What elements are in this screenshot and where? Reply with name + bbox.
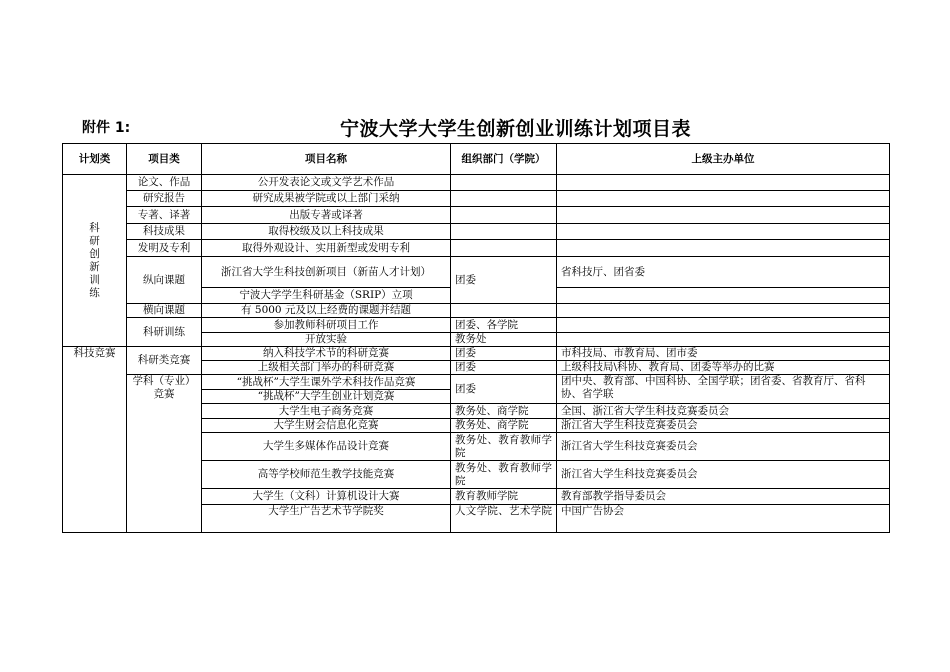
section-research <box>63 175 127 347</box>
section-research-char: 新 <box>89 260 100 273</box>
project-name-cell: 参加教师科研项目工作 <box>202 318 451 333</box>
section-competition: 科技竞赛 <box>63 347 127 533</box>
unit-cell <box>557 318 890 333</box>
org-cell: 团委 <box>451 361 557 375</box>
org-cell: 团委 <box>451 347 557 361</box>
table-row <box>63 257 890 288</box>
org-cell: 人文学院、艺术学院 <box>451 505 557 533</box>
project-name-cell: 高等学校师范生教学技能竞赛 <box>202 461 451 489</box>
project-name-cell: “挑战杯”大学生创业计划竞赛 <box>202 390 451 404</box>
project-name-cell: 出版专著或译著 <box>202 207 451 224</box>
project-name-cell: 大学生广告艺术节学院奖 <box>202 505 451 533</box>
project-table <box>62 143 890 533</box>
org-cell: 团委、各学院 <box>451 318 557 333</box>
table-row <box>63 318 890 333</box>
project-name-cell: 纳入科技学术节的科研竞赛 <box>202 347 451 361</box>
project-name-cell: 公开发表论文或文学艺术作品 <box>202 175 451 191</box>
header-row <box>63 144 890 175</box>
header-org-dept: 组织部门（学院） <box>451 144 557 175</box>
project-type-cell: 科研类竞赛 <box>127 347 202 375</box>
project-type-cell: 科技成果 <box>127 224 202 240</box>
org-cell <box>451 224 557 240</box>
project-type-cell: 论文、作品 <box>127 175 202 191</box>
project-name-cell: 大学生（文科）计算机设计大赛 <box>202 489 451 505</box>
unit-cell <box>557 288 890 304</box>
org-cell: 教务处、教育教师学院 <box>451 433 557 461</box>
project-name-cell: 大学生电子商务竞赛 <box>202 404 451 419</box>
table-row <box>63 347 890 361</box>
project-name-cell: 有 5000 元及以上经费的课题并结题 <box>202 304 451 318</box>
project-name-cell: 浙江省大学生科技创新项目（新苗人才计划） <box>202 257 451 288</box>
header-superior-unit: 上级主办单位 <box>557 144 890 175</box>
project-name-cell: 大学生多媒体作品设计竞赛 <box>202 433 451 461</box>
unit-cell: 全国、浙江省大学生科技竞赛委员会 <box>557 404 890 419</box>
section-research-char: 练 <box>89 286 100 299</box>
unit-cell <box>557 207 890 224</box>
project-type-cell: 研究报告 <box>127 191 202 207</box>
unit-cell: 中国广告协会 <box>557 505 890 533</box>
unit-cell: 教育部教学指导委员会 <box>557 489 890 505</box>
project-name-cell: 上级相关部门举办的科研竞赛 <box>202 361 451 375</box>
unit-cell <box>557 175 890 191</box>
project-name-cell: 宁波大学学生科研基金（SRIP）立项 <box>202 288 451 304</box>
org-cell: 教务处 <box>451 333 557 347</box>
table-row <box>63 191 890 207</box>
org-cell: 教务处、教育教师学院 <box>451 461 557 489</box>
unit-cell: 省科技厅、团省委 <box>557 257 890 288</box>
project-name-cell: “挑战杯”大学生课外学术科技作品竞赛 <box>202 375 451 390</box>
project-name-cell: 开放实验 <box>202 333 451 347</box>
unit-cell: 团中央、教育部、中国科协、全国学联；团省委、省教育厅、省科协、省学联 <box>557 375 890 404</box>
project-name-cell: 取得外观设计、实用新型或发明专利 <box>202 240 451 257</box>
header-project-name: 项目名称 <box>202 144 451 175</box>
unit-cell: 市科技局、市教育局、团市委 <box>557 347 890 361</box>
table-row <box>63 207 890 224</box>
unit-cell <box>557 240 890 257</box>
section-research-char: 科 <box>89 221 100 234</box>
project-type-cell: 发明及专利 <box>127 240 202 257</box>
table-row <box>63 375 890 390</box>
project-name-cell: 研究成果被学院或以上部门采纳 <box>202 191 451 207</box>
org-cell: 教育教师学院 <box>451 489 557 505</box>
org-cell <box>451 191 557 207</box>
project-type-cell: 专著、译著 <box>127 207 202 224</box>
org-cell <box>451 304 557 318</box>
unit-cell <box>557 304 890 318</box>
project-name-cell: 大学生财会信息化竞赛 <box>202 419 451 433</box>
project-type-cell: 科研训练 <box>127 318 202 347</box>
unit-cell <box>557 224 890 240</box>
table-row <box>63 240 890 257</box>
page-title: 宁波大学大学生创新创业训练计划项目表 <box>340 118 692 140</box>
unit-cell <box>557 333 890 347</box>
org-cell <box>451 240 557 257</box>
project-name-cell: 取得校级及以上科技成果 <box>202 224 451 240</box>
header-project-type: 项目类 <box>127 144 202 175</box>
project-type-cell: 横向课题 <box>127 304 202 318</box>
table-row <box>63 304 890 318</box>
unit-cell: 浙江省大学生科技竞赛委员会 <box>557 433 890 461</box>
table-row <box>63 175 890 191</box>
org-cell: 教务处、商学院 <box>451 404 557 419</box>
org-cell <box>451 175 557 191</box>
section-research-char: 训 <box>89 273 100 286</box>
unit-cell: 浙江省大学生科技竞赛委员会 <box>557 461 890 489</box>
section-research-char: 创 <box>89 247 100 260</box>
org-cell: 团委 <box>451 257 557 304</box>
section-research-char: 研 <box>89 234 100 247</box>
unit-cell: 浙江省大学生科技竞赛委员会 <box>557 419 890 433</box>
header-plan-type: 计划类 <box>63 144 127 175</box>
unit-cell <box>557 191 890 207</box>
attachment-label: 附件 1: <box>82 120 131 136</box>
table-row <box>63 224 890 240</box>
org-cell: 教务处、商学院 <box>451 419 557 433</box>
unit-cell: 上级科技局\科协、教育局、团委等举办的比赛 <box>557 361 890 375</box>
org-cell <box>451 207 557 224</box>
project-type-cell: 学科（专业）竞赛 <box>127 375 202 533</box>
project-type-cell: 纵向课题 <box>127 257 202 304</box>
org-cell: 团委 <box>451 375 557 404</box>
